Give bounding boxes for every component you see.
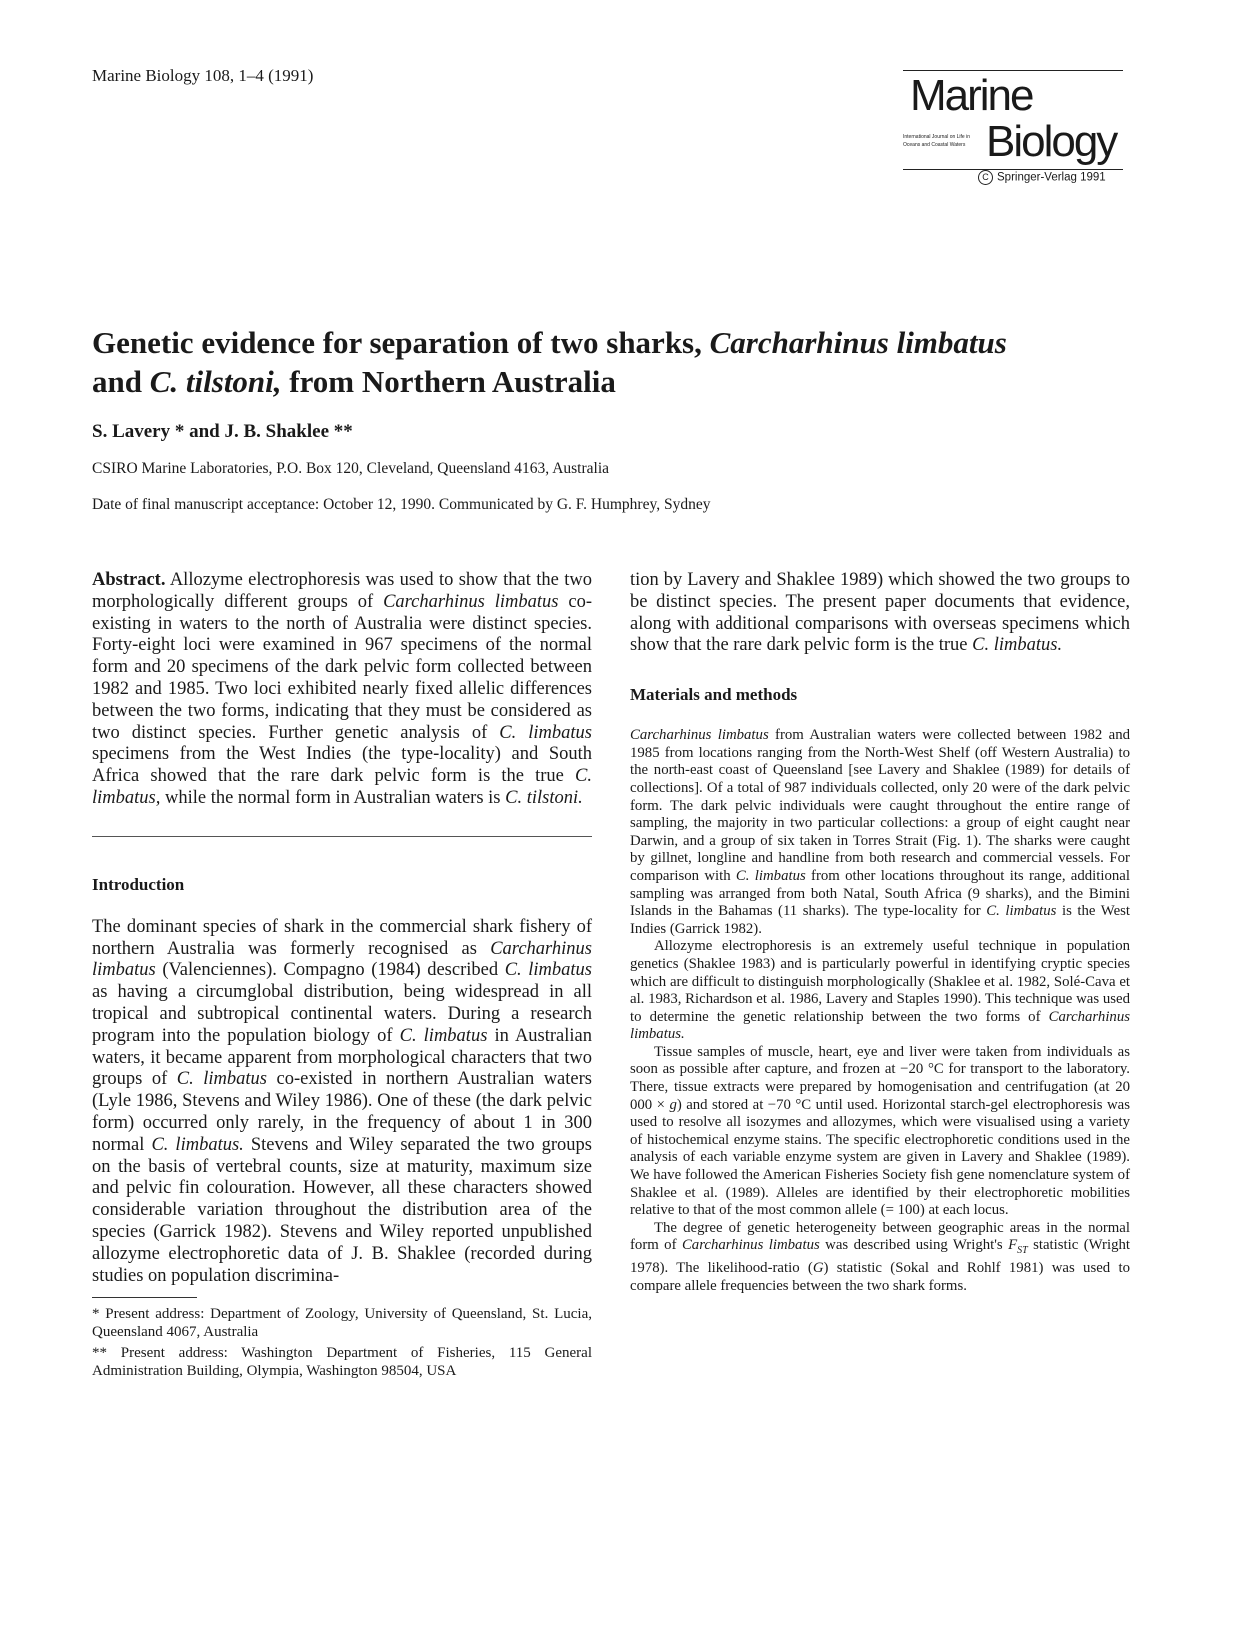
- logo-subtitle: International Journal on Life in Oceans and Coastal Waters: [903, 134, 970, 148]
- footnote-2: ** Present address: Washington Department of Fisheries, 115 General Administration Building, Olympia, Washington 98504, USA: [92, 1345, 592, 1379]
- methods-heading: Materials and methods: [630, 685, 798, 705]
- methods-paragraph-3: Tissue samples of muscle, heart, eye and liver were taken from individuals as soon as possible after capture, and frozen at −20 °C for transport to the laboratory. There, tissue extracts were prepared by homogenisation and centrifugation (at 20 000 × g) and stored at −70 °C until used. Horizontal starch-gel electrophoresis was used to resolve all isozymes and allozymes, which were visualised using a variety of histochemical enzyme stains. The specific electrophoretic conditions used in the analysis of each variable enzyme system are given in Lavery and Shaklee (1989). We have followed the American Fisheries Society fish gene nomenclature system of Shaklee et al. (1989). Alleles are identified by their electrophoretic mobilities relative to that of the most common allele (= 100) at each locus.: [630, 1043, 1130, 1219]
- manuscript-dates: Date of final manuscript acceptance: October 12, 1990. Communicated by G. F. Humphrey, Sydney: [92, 496, 711, 513]
- authors: S. Lavery * and J. B. Shaklee **: [92, 421, 353, 442]
- journal-logo: [903, 70, 1123, 184]
- copyright-text: Springer-Verlag 1991: [997, 171, 1106, 184]
- affiliation: CSIRO Marine Laboratories, P.O. Box 120, Cleveland, Queensland 4163, Australia: [92, 460, 610, 477]
- copyright-icon: C: [978, 170, 993, 185]
- methods-paragraph-1: Carcharhinus limbatus from Australian waters were collected between 1982 and 1985 from locations ranging from the North-West Shelf (off Western Australia) to the north-east coast of Queensland [see Lavery and Shaklee (1989) for details of collections]. Of a total of 987 individuals collected, only 20 were of the dark pelvic form. The dark pelvic individuals were caught throughout the entire range of sampling, the majority in two particular collections: a group of eight caught near Darwin, and a group of six taken in Torres Strait (Fig. 1). The sharks were caught by gillnet, longline and handline from both research and commercial vessels. For comparison with C. limbatus from other locations throughout its range, additional sampling was arranged from both Natal, South Africa (9 sharks), and the Bimini Islands in the Bahamas (11 sharks). The type-locality for C. limbatus is the West Indies (Garrick 1982).: [630, 727, 1131, 937]
- footnote-1: * Present address: Department of Zoology, University of Queensland, St. Lucia, Queensland 4067, Australia: [92, 1306, 592, 1340]
- methods-paragraph-2: Allozyme electrophoresis is an extremely useful technique in population genetics (Shaklee 1983) and is particularly powerful in identifying cryptic species which are difficult to distinguish morphologically (Shaklee et al. 1982, Solé-Cava et al. 1983, Richardson et al. 1986, Lavery and Staples 1990). This technique was used to determine the genetic relationship between the two forms of Carcharhinus limbatus.: [630, 938, 1130, 1043]
- journal-citation: Marine Biology 108, 1–4 (1991): [92, 66, 314, 85]
- logo-word-biology: Biology: [986, 117, 1117, 166]
- footnote-rule: [92, 1297, 197, 1298]
- methods-paragraph-4: The degree of genetic heterogeneity between geographic areas in the normal form of Carcharhinus limbatus was described using Wright's $F_{ST}$ statistic (Wright 1978). The likelihood-ratio (G) statistic (Sokal and Rohlf 1981) was used to compare allele frequencies between the two shark forms.: [630, 1219, 1130, 1294]
- introduction-continuation: tion by Lavery and Shaklee 1989) which showed the two groups to be distinct species. The present paper documents that evidence, along with additional comparisons with overseas specimens which show that the rare dark pelvic form is the true C. limbatus.: [630, 570, 1130, 656]
- copyright-line: [978, 170, 1106, 185]
- introduction-heading: Introduction: [92, 874, 185, 894]
- abstract-divider: [92, 836, 592, 837]
- right-column: [630, 570, 1130, 1295]
- abstract: Abstract. Allozyme electrophoresis was used to show that the two morphologically different groups of Carcharhinus limbatus co-existing in waters to the north of Australia were distinct species. Forty-eight loci were examined in 967 specimens of the normal form and 20 specimens of the dark pelvic form collected between 1982 and 1985. Two loci exhibited nearly fixed allelic differences between the two forms, indicating that they must be considered as two distinct species. Further genetic analysis of C. limbatus specimens from the West Indies (the type-locality) and South Africa showed that the rare dark pelvic form is the true C. limbatus, while the normal form in Australian waters is C. tilstoni.: [92, 570, 593, 808]
- left-column: [92, 570, 592, 1380]
- introduction-paragraph: The dominant species of shark in the commercial shark fishery of northern Australia was formerly recognised as Carcharhinus limbatus (Valenciennes). Compagno (1984) described C. limbatus as having a circumglobal distribution, being widespread in all tropical and subtropical continental waters. During a research program into the population biology of C. limbatus in Australian waters, it became apparent from morphological characters that two groups of C. limbatus co-existed in northern Australian waters (Lyle 1986, Stevens and Wiley 1986). One of these (the dark pelvic form) occurred only rarely, in the frequency of about 1 in 300 normal C. limbatus. Stevens and Wiley separated the two groups on the basis of vertebral counts, size at maturity, maximum size and pelvic fin colouration. However, all these characters showed considerable variation throughout the distribution area of the species (Garrick 1982). Stevens and Wiley reported unpublished allozyme electrophoretic data of J. B. Shaklee (recorded during studies on population discrimina-: [92, 916, 593, 1286]
- article-title: Genetic evidence for separation of two sharks, Carcharhinus limbatus and C. tilstoni, from Northern Australia: [92, 325, 1007, 399]
- logo-word-marine: Marine: [910, 71, 1033, 120]
